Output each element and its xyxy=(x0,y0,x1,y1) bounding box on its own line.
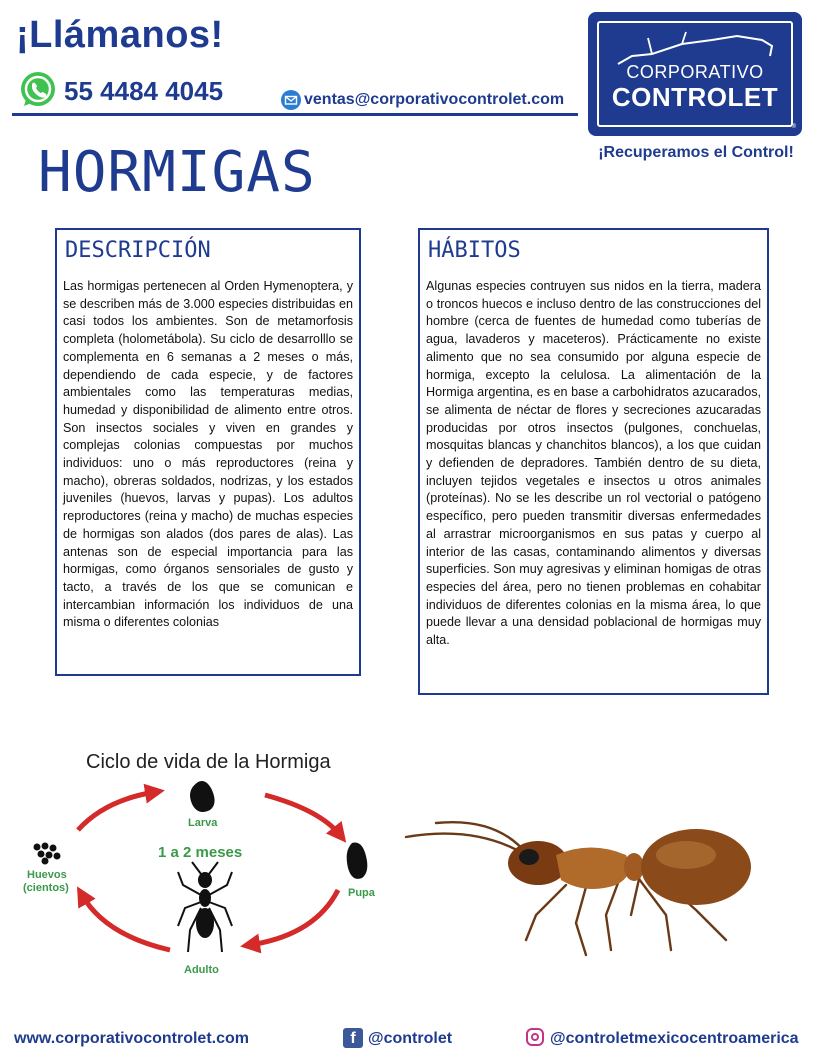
pupa-label: Pupa xyxy=(348,887,375,899)
footer-instagram[interactable]: @controletmexicocentroamerica xyxy=(550,1030,799,1047)
larva-icon xyxy=(190,781,215,812)
phone-number[interactable]: 55 4484 4045 xyxy=(64,76,224,106)
cycle-duration: 1 a 2 meses xyxy=(158,844,243,861)
arrow-pupa-to-adult xyxy=(250,890,338,945)
slogan: ¡Recuperamos el Control! xyxy=(598,144,794,161)
call-heading: ¡Llámanos! xyxy=(16,14,224,56)
whatsapp-icon xyxy=(18,70,58,110)
logo-registered-mark: ® xyxy=(791,124,796,130)
description-box xyxy=(55,228,361,676)
habits-text: Algunas especies contruyen sus nidos en la tierra, madera o troncos huecos e incluso dentro de las construcciones del hombre (cerca de fuentes de humedad como tuberías de agua, lavaderos y maceteros). Prácticamente no existe alimento que no sea consumido por alguna especie de hormiga, excepto la celulosa. La alimentación de la Hormiga argentina, es en base a carbohidratos azucarados, se alimenta de néctar de flores y secreciones azucaradas producidas por otros insectos (pulgones, conchuelas, mosquitas blancas y chanchitos blancos), a los que cuidan y defienden de depradores. También dentro de su dieta, incluyen tejidos vegetales e insectos u otros animales (proteínas). No se les describe un rol vectorial o patógeno específico, pero pueden transmitir diversas enfermedades al arrastrar microorganismos en sus patas y cuerpo al interior de las casas, contaminando alimentos y diversas superficies. Son muy agresivas y eliminan homigas de otras especies del área, pero no tienen problemas en cohabitar individuos de diferentes colonias en la misma área, lo que puede llevar a una densidad poblacional de hormigas muy alta. xyxy=(426,279,761,648)
habits-box xyxy=(418,228,769,695)
footer-website[interactable]: www.corporativocontrolet.com xyxy=(14,1030,249,1047)
company-logo xyxy=(588,12,802,136)
email-address[interactable]: ventas@corporativocontrolet.com xyxy=(304,91,565,108)
adult-ant-icon xyxy=(178,862,232,952)
logo-line-1: CORPORATIVO xyxy=(626,62,764,82)
description-text: Las hormigas pertenecen al Orden Hymenoptera, y se describen más de 3.000 especies distribuidas en casi todos los ambientes. Son de metamorfosis completa (holometábola). Su ciclo de desarrolllo se complementa en 6 semanas a 2 meses o más, dependiendo de cada especie, y de factores ambientales como las temperaturas medias, humedad y disponibilidad de alimento entre otros. Son insectos sociales y viven en grandes y complejas colonias compuestas por muchos individuos: uno o más reproductores (reina y macho), obreras soldados, nodrizas, y los estados juveniles (huevos, larvas y pupas). Los adultos reproductores (reina y macho) de muchas especies de hormigas son alados (dos pares de alas). Las antenas son de especial importancia para las hormigas, como órganos sensoriales de gusto y tacto, a través de los que se comunican e intercambian información los individuos de una misma o diferentes colonias xyxy=(63,279,353,630)
eggs-label-2: (cientos) xyxy=(23,882,69,894)
eggs-label-1: Huevos xyxy=(27,869,67,881)
larva-label: Larva xyxy=(188,817,218,829)
life-cycle-diagram xyxy=(20,740,380,985)
logo-ant-outline-icon xyxy=(612,26,782,66)
logo-line-2: CONTROLET xyxy=(611,82,779,112)
habits-heading: HÁBITOS xyxy=(428,238,521,263)
ant-photo xyxy=(396,815,796,960)
pupa-icon xyxy=(347,843,368,879)
arrow-eggs-to-larva xyxy=(78,792,155,830)
email-icon xyxy=(281,90,301,110)
arrow-larva-to-pupa xyxy=(265,795,340,835)
page-title: HORMIGAS xyxy=(38,140,316,205)
header-divider xyxy=(12,113,578,116)
footer-facebook[interactable]: @controlet xyxy=(368,1030,453,1047)
instagram-icon xyxy=(526,1028,544,1046)
facebook-icon: f xyxy=(343,1028,363,1048)
cycle-title: Ciclo de vida de la Hormiga xyxy=(86,751,331,773)
eggs-icon xyxy=(34,843,61,865)
arrow-adult-to-eggs xyxy=(82,895,170,950)
description-heading: DESCRIPCIÓN xyxy=(65,238,211,263)
adult-label: Adulto xyxy=(184,964,219,976)
